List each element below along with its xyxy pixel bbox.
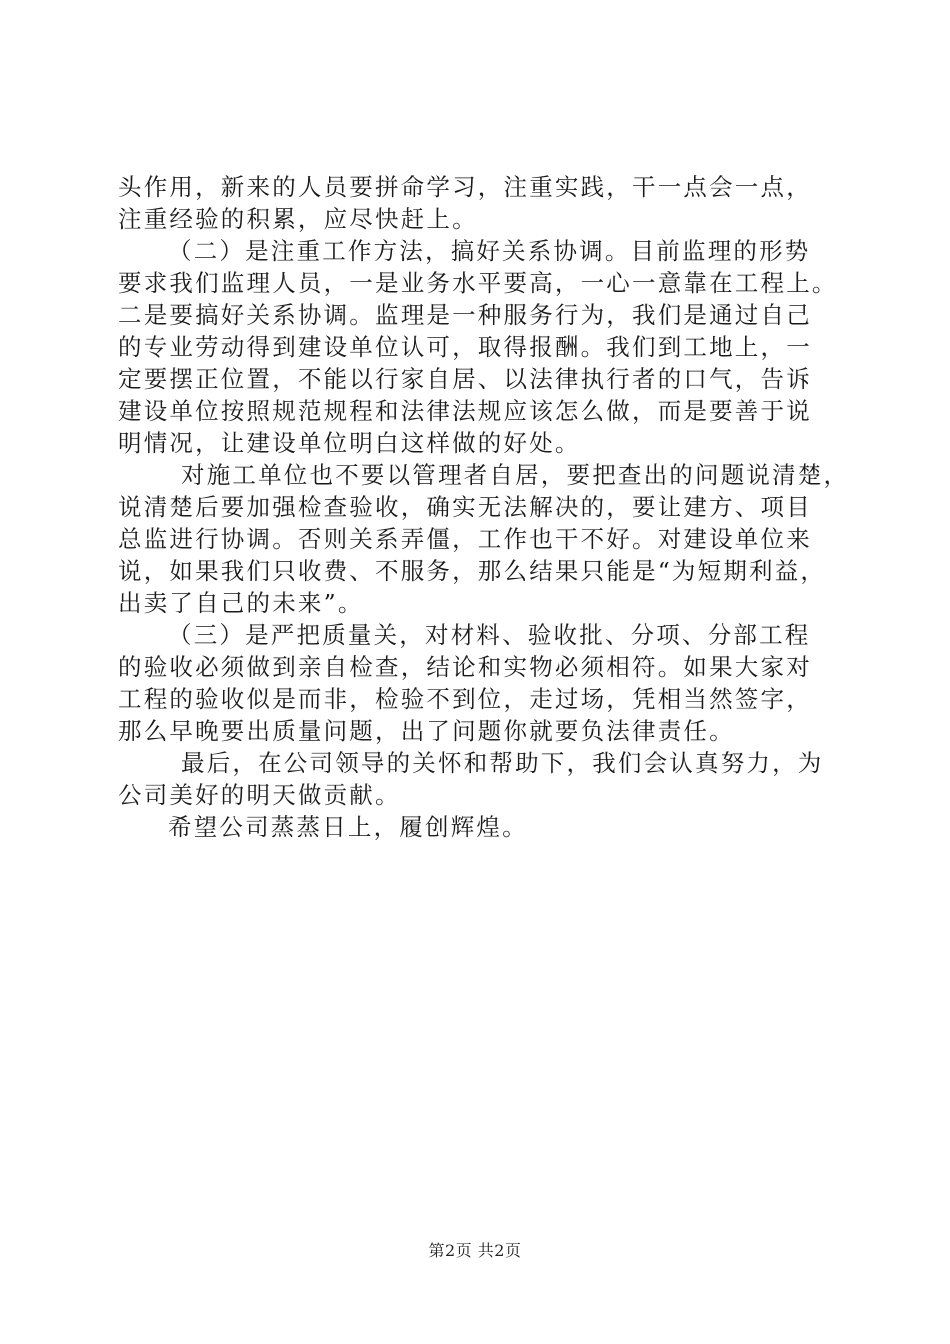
body-text-line: 总监进行协调。否则关系弄僵，工作也干不好。对建设单位来 xyxy=(118,525,812,553)
body-text-line: 注重经验的积累，应尽快赶上。 xyxy=(118,205,478,233)
body-text-line: 希望公司蒸蒸日上，履创辉煌。 xyxy=(168,813,528,841)
body-text-line: 定要摆正位置，不能以行家自居、以法律执行者的口气，告诉 xyxy=(118,365,812,393)
body-text-line: 说，如果我们只收费、不服务，那么结果只能是“为短期利益， xyxy=(118,557,827,585)
body-text-line: 明情况，让建设单位明白这样做的好处。 xyxy=(118,429,581,457)
body-text-line: 要求我们监理人员，一是业务水平要高，一心一意靠在工程上。 xyxy=(118,269,838,297)
body-text-line: （二）是注重工作方法，搞好关系协调。目前监理的形势 xyxy=(168,237,811,265)
body-text-line: （三）是严把质量关，对材料、验收批、分项、分部工程 xyxy=(168,621,811,649)
body-text-line: 出卖了自己的未来”。 xyxy=(118,589,364,617)
body-text-line: 说清楚后要加强检查验收，确实无法解决的，要让建方、项目 xyxy=(118,493,812,521)
body-text-line: 对施工单位也不要以管理者自居，要把查出的问题说清楚， xyxy=(181,461,850,489)
body-text-line: 二是要搞好关系协调。监理是一种服务行为，我们是通过自己 xyxy=(118,301,812,329)
page-number-footer: 第2页 共2页 xyxy=(428,1241,522,1260)
body-text-line: 头作用，新来的人员要拼命学习，注重实践，干一点会一点， xyxy=(118,173,812,201)
body-text-line: 工程的验收似是而非，检验不到位，走过场，凭相当然签字， xyxy=(118,685,812,713)
body-text-line: 那么早晚要出质量问题，出了问题你就要负法律责任。 xyxy=(118,717,735,745)
body-text-line: 的验收必须做到亲自检查，结论和实物必须相符。如果大家对 xyxy=(118,653,812,681)
body-text-line: 最后，在公司领导的关怀和帮助下，我们会认真努力，为 xyxy=(181,749,824,777)
body-text-line: 公司美好的明天做贡献。 xyxy=(118,781,401,809)
body-text-line: 的专业劳动得到建设单位认可，取得报酬。我们到工地上，一 xyxy=(118,333,812,361)
body-text-line: 建设单位按照规范规程和法律法规应该怎么做，而是要善于说 xyxy=(118,397,812,425)
